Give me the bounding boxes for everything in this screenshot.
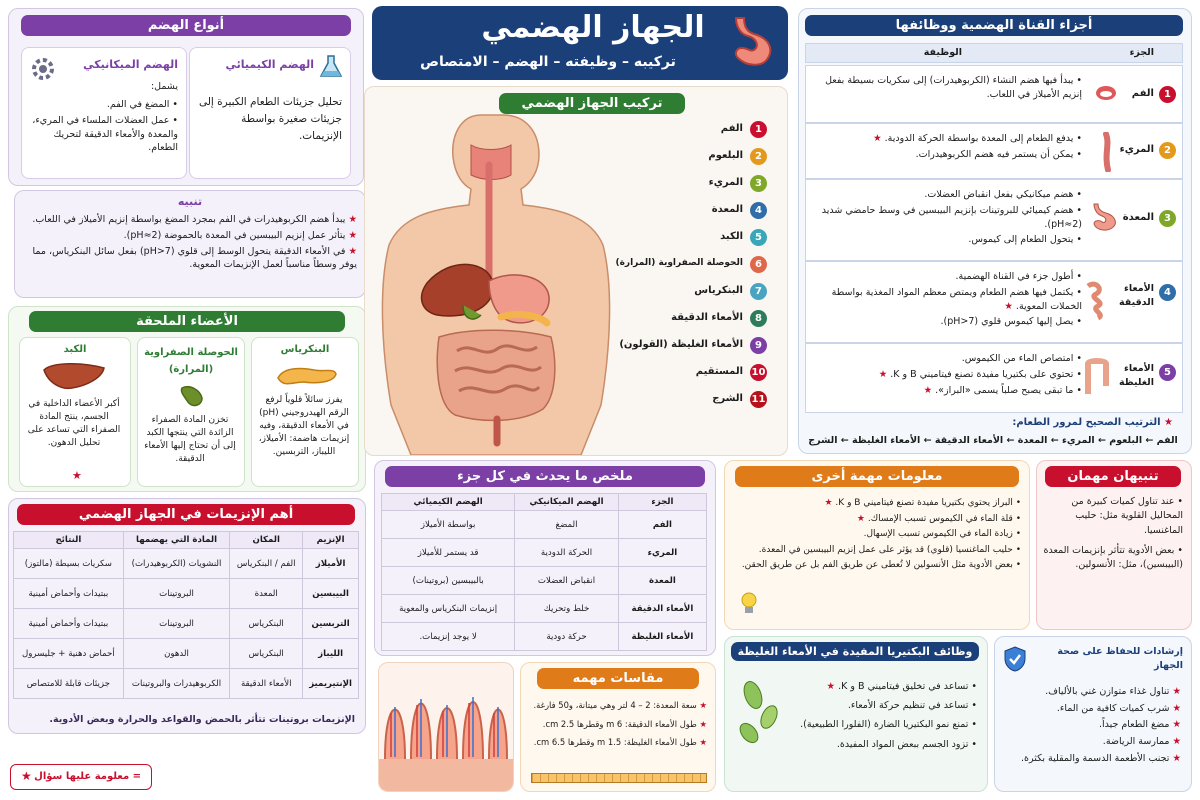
table-header: الهضم الميكانيكي xyxy=(515,494,619,511)
label-row xyxy=(609,229,779,249)
number-badge: 5 xyxy=(1159,364,1176,381)
label-row xyxy=(609,256,779,276)
list-item: • هضم كيميائي للبروتينات بإنزيم البيبسين في وسط حامضي شديد (pH≈2). xyxy=(821,204,1082,230)
measures-list xyxy=(525,697,707,751)
enzymes-table-wrap xyxy=(13,531,359,699)
pancreas-icon xyxy=(274,360,338,394)
table-row xyxy=(382,623,707,651)
tips-list xyxy=(1001,683,1181,769)
parts-row xyxy=(805,343,1183,413)
list-item: • تزود الجسم ببعض المواد المفيدة. xyxy=(836,738,977,750)
bacteria-icon xyxy=(733,677,785,751)
table-cell: الإنتيريميز xyxy=(303,669,359,699)
tips-panel xyxy=(994,636,1192,792)
other-info-list xyxy=(729,495,1021,575)
liver-card xyxy=(19,337,131,487)
list-item: • زيادة الماء في الكيموس تسبب الإسهال. xyxy=(863,529,1021,539)
structure-label: البنكرياس xyxy=(694,285,743,296)
list-item: • تمنع نمو البكتيريا الضارة (الفلورا الطبيعية). xyxy=(800,719,977,731)
parts-panel xyxy=(798,8,1192,454)
tips-title: إرشادات للحفاظ على صحة الجهاز xyxy=(1057,646,1183,672)
number-badge: 5 xyxy=(750,229,767,246)
liver-text: أكبر الأعضاء الداخلية في الجسم، ينتج المادة الصفراء التي تساعد على تحليل الدهون. xyxy=(27,399,121,449)
number-badge: 4 xyxy=(1159,284,1176,301)
shield-icon xyxy=(1003,645,1027,677)
part-name: المعدة xyxy=(1122,212,1154,223)
table-cell: الكربوهيدرات والبروتينات xyxy=(123,669,230,699)
chemical-text: تحليل جزيئات الطعام الكبيرة إلى جزيئات صغيرة بواسطة الإنزيمات. xyxy=(198,96,342,142)
label-row xyxy=(609,391,779,411)
list-item: • حليب الماغنسيا (قلوي) قد يؤثر على عمل إنزيم البيبسين في المعدة. xyxy=(758,544,1021,555)
summary-table-wrap xyxy=(381,493,707,651)
list-item: ★ شرب كميات كافية من الماء. xyxy=(1056,702,1181,714)
table-cell: التربسين xyxy=(303,609,359,639)
gallbladder-card xyxy=(137,337,245,487)
pancreas-title: البنكرياس xyxy=(280,344,330,355)
table-row xyxy=(382,595,707,623)
label-row xyxy=(609,310,779,330)
list-item: • يمكن أن يستمر فيه هضم الكربوهيدرات. xyxy=(915,148,1082,160)
note-title: تنبيه xyxy=(177,195,203,208)
large-intestine-icon xyxy=(1082,356,1112,400)
table-cell: النشويات (الكربوهيدرات) xyxy=(123,549,230,579)
header-banner xyxy=(372,6,788,80)
ruler-icon xyxy=(531,773,707,783)
summary-panel xyxy=(374,460,716,656)
esophagus-icon xyxy=(1100,132,1116,176)
table-cell: أحماض دهنية + جليسرول xyxy=(14,639,124,669)
enzymes-title: أهم الإنزيمات في الجهاز الهضمي xyxy=(17,504,355,525)
table-cell: البنكرياس xyxy=(230,639,303,669)
structure-label: الأمعاء الغليظة (القولون) xyxy=(619,339,743,350)
liver-icon xyxy=(42,360,108,396)
gear-icon xyxy=(28,54,58,84)
list-item: • عند تناول كميات كبيرة من المحاليل القلوية مثل: حليب الماغنسيا. xyxy=(1071,496,1183,536)
parts-row xyxy=(805,123,1183,179)
table-cell: بواسطة الأميلاز xyxy=(382,511,515,539)
list-item: ★ في الأمعاء الدقيقة يتحول الوسط إلى قلوي (pH>7) بفعل سائل البنكرياس، مما يوفر وسطاً مناسباً لعمل الإنزيمات المعوية. xyxy=(32,245,357,271)
table-cell: البيبسين xyxy=(303,579,359,609)
table-cell: البروتينات xyxy=(123,579,230,609)
table-cell: سكريات بسيطة (مالتوز) xyxy=(14,549,124,579)
table-cell: خلط وتحريك xyxy=(515,595,619,623)
list-item: ★ تجنب الأطعمة الدسمة والمقلية بكثرة. xyxy=(1021,752,1181,764)
part-name: الفم xyxy=(1131,88,1154,99)
stomach-icon xyxy=(724,14,780,70)
list-item: ★ طول الأمعاء الغليظة: 1.5 m وقطرها 6.5 cm. xyxy=(533,737,707,748)
bacteria-panel xyxy=(724,636,988,792)
star-icon: ★ xyxy=(72,469,82,482)
list-item: • يدفع الطعام إلى المعدة بواسطة الحركة الدودية. ★ xyxy=(873,133,1082,144)
mechanical-intro: يشمل: xyxy=(150,81,178,92)
table-cell: المعدة xyxy=(618,567,706,595)
structure-label: المعدة xyxy=(711,204,743,215)
table-cell: الليباز xyxy=(303,639,359,669)
list-item: • ما تبقى يصبح صلباً يسمى «البراز». ★ xyxy=(923,384,1082,396)
structure-label: الحوصلة الصفراوية (المرارة) xyxy=(615,258,743,268)
flask-icon xyxy=(318,54,344,80)
types-panel xyxy=(8,8,364,186)
label-row xyxy=(609,283,779,303)
list-item: • قلة الماء في الكيموس تسبب الإمساك. ★ xyxy=(856,513,1021,524)
list-item: • تساعد في تخليق فيتاميني B و K. ★ xyxy=(826,681,977,692)
part-function-list xyxy=(812,72,1082,104)
table-cell: المريء xyxy=(618,539,706,567)
page-subtitle: تركيبه – وظيفته – الهضم – الامتصاص xyxy=(420,54,676,70)
lightbulb-icon xyxy=(739,591,759,621)
table-header-row xyxy=(382,494,707,511)
table-cell: الأمعاء الغليظة xyxy=(618,623,706,651)
structure-label: الشرج xyxy=(712,393,743,404)
gallbladder-icon xyxy=(178,384,206,412)
table-row xyxy=(14,579,359,609)
mechanical-list xyxy=(30,96,178,157)
table-cell: الأمعاء الدقيقة xyxy=(230,669,303,699)
other-info-panel xyxy=(724,460,1030,630)
enzymes-footer: الإنزيمات بروتينات تتأثر بالحمض والقواعد والحرارة وبعض الأدوية. xyxy=(49,714,355,725)
mouth-icon xyxy=(1094,82,1118,108)
table-row xyxy=(382,567,707,595)
summary-table xyxy=(381,493,707,651)
structure-title: تركيب الجهاز الهضمي xyxy=(499,93,685,114)
part-function-list xyxy=(812,268,1082,331)
measures-title: مقاسات مهمه xyxy=(537,668,699,689)
table-cell: بالبيبسين (بروتينات) xyxy=(382,567,515,595)
list-item: • يكتمل فيها هضم الطعام ويمتص معظم المواد المغذية بواسطة الخملات المعوية. ★ xyxy=(831,286,1082,312)
accessory-panel xyxy=(8,306,366,492)
parts-row xyxy=(805,179,1183,261)
structure-label: المستقيم xyxy=(695,366,743,377)
gallbladder-text: تخزن المادة الصفراء الزائدة التي ينتجها الكبد إلى أن تحتاج إليها الأمعاء الدقيقة. xyxy=(144,415,236,465)
list-item: • امتصاص الماء من الكيموس. xyxy=(961,353,1082,364)
part-function-list xyxy=(812,350,1082,399)
list-item: • يتحول الطعام إلى كيموس. xyxy=(968,234,1082,246)
summary-title: ملخص ما يحدث في كل جزء xyxy=(385,466,705,487)
villi-illustration xyxy=(378,662,514,792)
legend-text: = معلومة عليها سؤال xyxy=(34,771,141,782)
label-row xyxy=(609,175,779,195)
part-function-list xyxy=(812,130,1082,164)
table-cell: الحركة الدودية xyxy=(515,539,619,567)
table-cell: الأمعاء الدقيقة xyxy=(618,595,706,623)
small-intestine-icon xyxy=(1084,280,1110,324)
mechanical-title: الهضم الميكانيكي xyxy=(83,58,178,71)
table-cell: المعدة xyxy=(230,579,303,609)
mechanical-card xyxy=(21,47,187,179)
table-header: الإنزيم xyxy=(303,532,359,549)
table-header: الهضم الكيميائي xyxy=(382,494,515,511)
table-cell: حركة دودية xyxy=(515,623,619,651)
table-row xyxy=(14,669,359,699)
parts-header-part: الجزء xyxy=(1129,47,1154,58)
warnings-title: تنبيهان مهمان xyxy=(1045,466,1181,487)
other-info-title: معلومات مهمة أخرى xyxy=(735,466,1019,487)
list-item: • يبدأ فيها هضم النشاء (الكربوهيدرات) إلى سكريات بسيطة بفعل إنزيم الأميلاز في اللعاب. xyxy=(825,75,1082,100)
list-item: ★ طول الأمعاء الدقيقة: 6 m وقطرها 2.5 cm. xyxy=(542,718,707,729)
number-badge: 7 xyxy=(750,283,767,300)
structure-label: البلعوم xyxy=(708,150,743,161)
list-item: • البراز يحتوي بكتيريا مفيدة تصنع فيتاميني B و K. ★ xyxy=(824,498,1021,508)
label-row xyxy=(609,337,779,357)
table-cell: الدهون xyxy=(123,639,230,669)
legend-box xyxy=(10,764,152,790)
table-header: الجزء xyxy=(618,494,706,511)
label-row xyxy=(609,202,779,222)
table-cell: لا يوجد إنزيمات. xyxy=(382,623,515,651)
parts-row xyxy=(805,65,1183,123)
liver-title: الكبد xyxy=(63,344,87,355)
parts-header xyxy=(805,43,1183,63)
list-item: • تحتوي على بكتيريا مفيدة تصنع فيتاميني B و K. ★ xyxy=(878,368,1082,380)
table-cell: الأميلاز xyxy=(303,549,359,579)
table-cell: الفم xyxy=(618,511,706,539)
table-cell: المضغ xyxy=(515,511,619,539)
structure-label: الفم xyxy=(720,123,743,134)
table-cell: جزيئات قابلة للامتصاص xyxy=(14,669,124,699)
parts-row xyxy=(805,261,1183,343)
list-item: • عمل العضلات الملساء في المريء، والمعدة والأمعاء الدقيقة لتحريك الطعام. xyxy=(32,114,178,154)
enzymes-table xyxy=(13,531,359,699)
structure-panel xyxy=(364,86,788,456)
list-item: • بعض الأدوية تتأثر بإنزيمات المعدة (البيبسين)، مثل: الأنسولين. xyxy=(1043,544,1183,570)
pancreas-text: يفرز سائلاً قلوياً لرفع الرقم الهيدروجيني (pH) في الأمعاء الدقيقة، وفيه إنزيمات هاضمة: الأميلاز، الليباز، التربسين. xyxy=(258,395,350,458)
table-header: النتائج xyxy=(14,532,124,549)
list-item: • هضم ميكانيكي بفعل انقباض العضلات. xyxy=(924,189,1082,200)
number-badge: 2 xyxy=(750,148,767,165)
number-badge: 8 xyxy=(750,310,767,327)
part-function-list xyxy=(812,186,1082,249)
list-item: • بعض الأدوية مثل الأنسولين لا تُعطى عن طريق الفم بل عن طريق الحقن. xyxy=(741,560,1021,570)
table-cell: إنزيمات البنكرياس والمعوية xyxy=(382,595,515,623)
structure-label: الأمعاء الدقيقة xyxy=(671,312,743,323)
table-row xyxy=(14,639,359,669)
list-item: • المضغ في الفم. xyxy=(106,99,178,110)
list-item: • يصل إليها كيموس قلوي (pH>7). xyxy=(940,316,1082,328)
number-badge: 3 xyxy=(750,175,767,192)
note-panel xyxy=(14,190,366,298)
label-row xyxy=(609,148,779,168)
villi-diagram xyxy=(378,663,513,792)
table-cell: ببتيدات وأحماض أمينية xyxy=(14,609,124,639)
enzymes-panel xyxy=(8,498,366,734)
list-item: ★ يبدأ هضم الكربوهيدرات في الفم بمجرد المضغ بواسطة إنزيم الأميلاز في اللعاب. xyxy=(32,214,357,225)
note-list xyxy=(21,211,357,274)
list-item: ★ سعة المعدة: 2 – 4 لتر وهي ميتانة، و50 فارغة. xyxy=(533,700,707,710)
table-cell: البنكرياس xyxy=(230,609,303,639)
part-name: الأمعاء الغليظة xyxy=(1119,363,1154,389)
table-row xyxy=(14,609,359,639)
number-badge: 1 xyxy=(1159,86,1176,103)
structure-label: المريء xyxy=(708,177,743,188)
table-row xyxy=(382,511,707,539)
star-icon: ★ xyxy=(21,769,32,783)
label-row xyxy=(609,121,779,141)
number-badge: 11 xyxy=(750,391,767,408)
chemical-card xyxy=(189,47,351,179)
order-text: الفم ← البلعوم ← المريء ← المعدة ← الأمعاء الدقيقة ← الأمعاء الغليظة ← الشرج xyxy=(808,435,1178,446)
bacteria-list xyxy=(787,677,977,754)
warnings-list xyxy=(1041,493,1183,574)
page-title: الجهاز الهضمي xyxy=(481,10,705,45)
parts-header-function: الوظيفة xyxy=(923,47,962,58)
table-header-row xyxy=(14,532,359,549)
table-cell: البروتينات xyxy=(123,609,230,639)
table-header: المادة التي يهضمها xyxy=(123,532,230,549)
types-title: أنواع الهضم xyxy=(21,15,351,36)
number-badge: 9 xyxy=(750,337,767,354)
order-title: ★ الترتيب الصحيح لمرور الطعام: xyxy=(1012,417,1173,428)
accessory-title: الأعضاء الملحقة xyxy=(29,311,345,332)
list-item: ★ ممارسة الرياضة. xyxy=(1102,736,1181,748)
stomach-icon xyxy=(1090,202,1120,236)
table-row xyxy=(14,549,359,579)
table-cell: الفم / البنكرياس xyxy=(230,549,303,579)
number-badge: 2 xyxy=(1159,142,1176,159)
number-badge: 6 xyxy=(750,256,767,273)
chemical-title: الهضم الكيميائي xyxy=(225,58,314,71)
number-badge: 10 xyxy=(750,364,767,381)
number-badge: 1 xyxy=(750,121,767,138)
part-name: المريء xyxy=(1119,144,1154,155)
number-badge: 3 xyxy=(1159,210,1176,227)
list-item: ★ يتأثر عمل إنزيم البيبسين في المعدة بالحموضة (pH≈2). xyxy=(123,229,357,241)
body-diagram xyxy=(371,105,621,455)
bacteria-title: وظائف البكتيريا المفيدة في الأمعاء الغليظة xyxy=(731,642,979,661)
table-row xyxy=(382,539,707,567)
label-row xyxy=(609,364,779,384)
list-item: ★ تناول غذاء متوازن غني بالألياف. xyxy=(1045,686,1181,697)
gallbladder-title: الحوصلة الصفراوية (المرارة) xyxy=(144,347,238,375)
table-cell: ببتيدات وأحماض أمينية xyxy=(14,579,124,609)
parts-title: أجزاء القناة الهضمية ووظائفها xyxy=(805,15,1183,36)
list-item: • أطول جزء في القناة الهضمية. xyxy=(955,271,1082,282)
list-item: ★ مضغ الطعام جيداً. xyxy=(1098,719,1181,731)
table-header: المكان xyxy=(230,532,303,549)
part-name: الأمعاء الدقيقة xyxy=(1118,283,1154,309)
measures-panel xyxy=(520,662,716,792)
warnings-panel xyxy=(1036,460,1192,630)
structure-label: الكبد xyxy=(720,231,743,242)
pancreas-card xyxy=(251,337,359,487)
list-item: • تساعد في تنظيم حركة الأمعاء. xyxy=(847,700,977,712)
number-badge: 4 xyxy=(750,202,767,219)
table-cell: انقباض العضلات xyxy=(515,567,619,595)
table-cell: قد يستمر للأميلاز xyxy=(382,539,515,567)
